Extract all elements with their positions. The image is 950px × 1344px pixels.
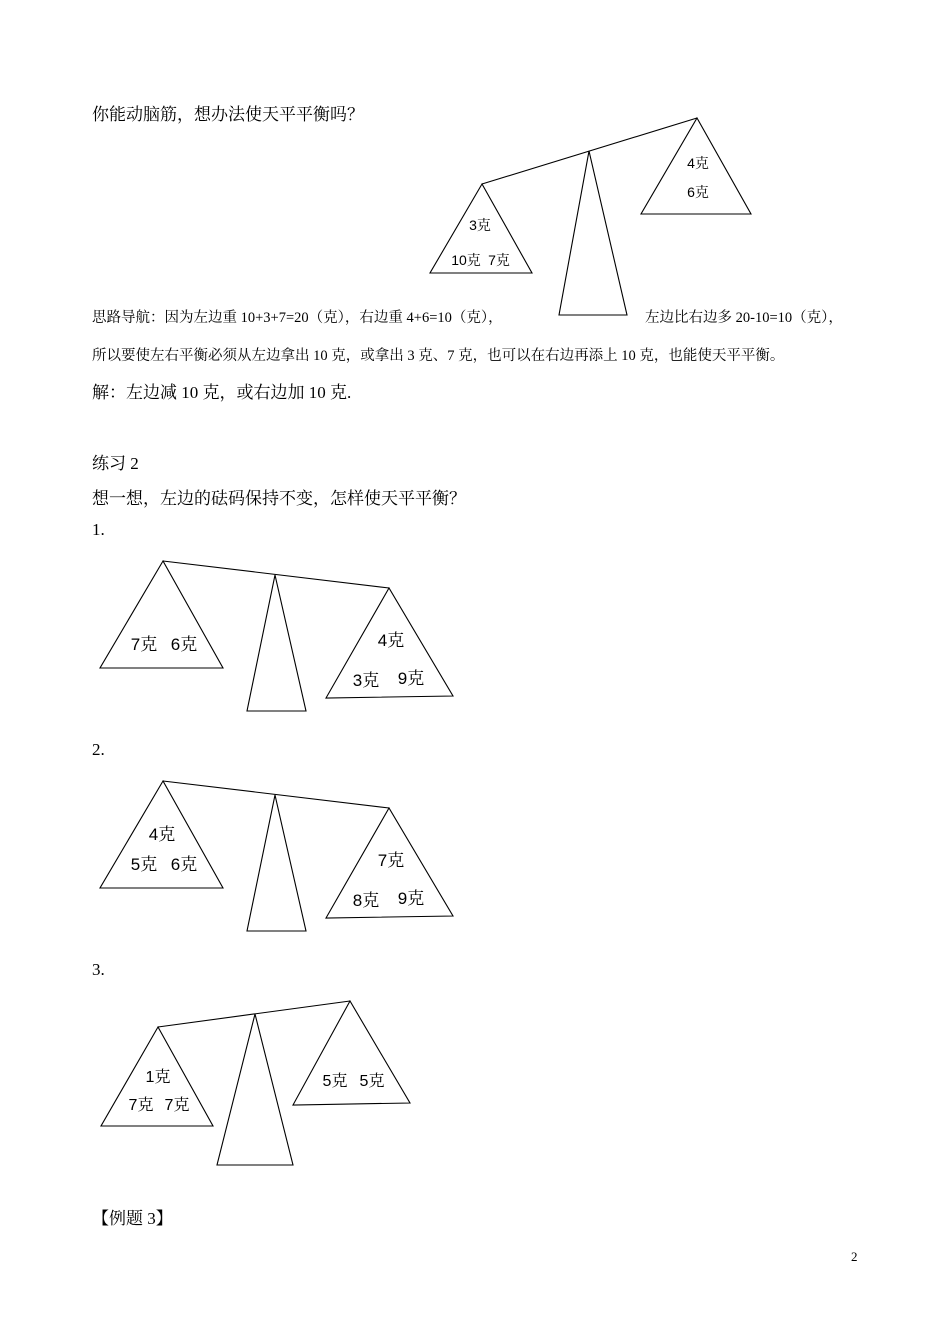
weight-label: 1克	[145, 1069, 171, 1086]
weight-label: 9克	[397, 669, 425, 688]
exercise-2-balance-scale	[100, 781, 453, 931]
exercise-1-balance-scale	[100, 561, 453, 711]
weight-label: 4克	[148, 825, 176, 844]
page-number: 2	[851, 1249, 858, 1264]
weight-label: 6克	[170, 635, 198, 654]
weight-label: 6克	[687, 184, 709, 200]
right-pan	[293, 1001, 410, 1105]
weight-label: 3克	[469, 217, 491, 233]
weight-label: 10克	[451, 252, 481, 268]
balance-beam	[163, 561, 389, 588]
weight-label: 7克	[164, 1097, 190, 1114]
exercise-number-2: 2.	[92, 740, 105, 759]
solution-text: 解：左边减 10 克，或右边加 10 克.	[92, 383, 352, 402]
weight-label: 7克	[128, 1097, 154, 1114]
hint-line-1b: 左边比右边多 20-10=10（克），	[645, 310, 843, 326]
weight-label: 7克	[488, 252, 510, 268]
balance-stand	[247, 575, 306, 711]
balance-beam	[158, 1001, 350, 1027]
exercise-3-balance-scale	[101, 1001, 410, 1165]
example-question: 你能动脑筋，想办法使天平平衡吗？	[92, 105, 364, 124]
next-example-heading: 【例题 3】	[92, 1209, 173, 1228]
weight-label: 3克	[352, 671, 380, 690]
weight-label: 4克	[377, 631, 405, 650]
weight-label: 8克	[352, 891, 380, 910]
balance-stand	[559, 151, 627, 315]
balance-stand	[247, 795, 306, 931]
weight-label: 4克	[687, 155, 709, 171]
exercise-number-1: 1.	[92, 520, 105, 539]
exercise-number-3: 3.	[92, 960, 105, 979]
left-pan	[100, 561, 223, 668]
weight-label: 6克	[170, 855, 198, 874]
weight-label: 5克	[130, 855, 158, 874]
hint-line-2: 所以要使左右平衡必须从左边拿出 10 克，或拿出 3 克、7 克，也可以在右边再添上 10 克，也能使天平平衡。	[92, 348, 785, 364]
example-balance-scale	[430, 118, 751, 315]
exercise-title: 练习 2	[92, 454, 139, 473]
weight-label: 7克	[130, 635, 158, 654]
exercise-instruction: 想一想，左边的砝码保持不变，怎样使天平平衡？	[92, 489, 466, 508]
weight-label: 9克	[397, 889, 425, 908]
balance-stand	[217, 1014, 293, 1165]
weight-label: 5克	[322, 1073, 348, 1090]
balance-beam	[163, 781, 389, 808]
weight-label: 7克	[377, 851, 405, 870]
hint-line-1a: 思路导航：因为左边重 10+3+7=20（克），右边重 4+6=10（克），	[92, 310, 503, 326]
weight-label: 5克	[359, 1073, 385, 1090]
